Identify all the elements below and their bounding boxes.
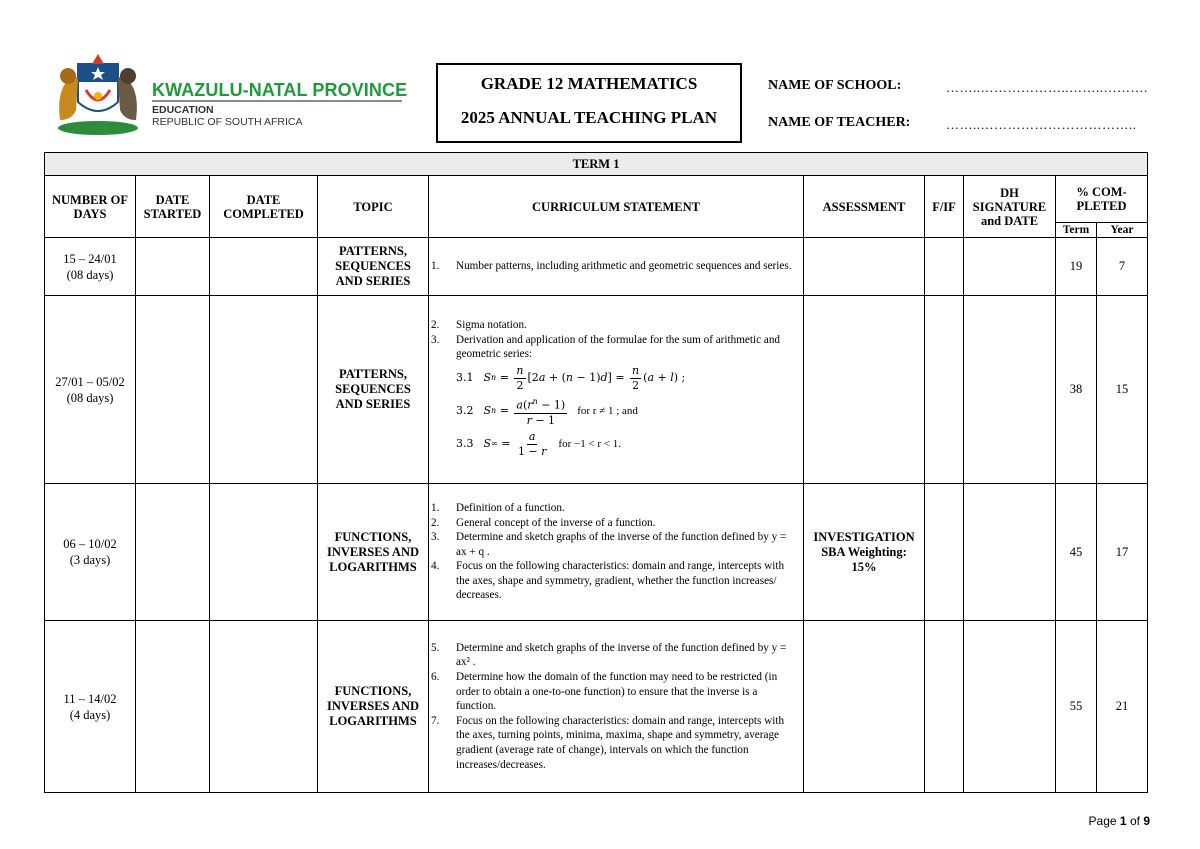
dh-signature-cell[interactable] [964, 621, 1056, 793]
formula-sum-geometric: 3.2 S n = $\frac{a(r^n - 1)}{r - 1}$ for r ≠ 1 ; and [456, 397, 638, 427]
topic-cell [318, 484, 429, 621]
header-fif: F/IF [925, 176, 964, 238]
dh-signature-cell[interactable] [964, 238, 1056, 296]
item-number: 1. [431, 260, 440, 273]
assessment-cell [804, 621, 925, 793]
header-date-completed: DATE COMPLETED [210, 176, 318, 238]
date-started-cell[interactable] [136, 296, 210, 484]
of-word: of [1129, 814, 1140, 828]
term-percent: 19 [1056, 238, 1097, 296]
topic-cell [318, 296, 429, 484]
fif-cell[interactable] [925, 238, 964, 296]
date-completed-cell[interactable] [210, 621, 318, 793]
page-word: Page [1088, 814, 1117, 828]
topic-line: AND SERIES [335, 274, 411, 288]
document-title-box [436, 63, 742, 143]
formula-sum-infinity: 3.3 S ∞ = $\frac{a}{1 - r}$ for −1 < r < 1. [456, 429, 622, 458]
date-started-cell[interactable] [136, 621, 210, 793]
topic-line: SEQUENCES [335, 259, 411, 273]
republic-label: REPUBLIC OF SOUTH AFRICA [152, 116, 303, 128]
title-line-2: 2025 ANNUAL TEACHING PLAN [460, 108, 718, 127]
table-row [45, 621, 1148, 793]
term-percent: 38 [1056, 296, 1097, 484]
topic-line: INVERSES AND [326, 544, 420, 559]
topic-line: FUNCTIONS, [334, 684, 412, 698]
formula-label: 3.2 [456, 404, 474, 418]
table-row [45, 296, 1148, 484]
topic-line: AND SERIES [335, 397, 411, 411]
date-completed-cell[interactable] [210, 484, 318, 621]
curriculum-cell [429, 621, 804, 793]
school-label: NAME OF SCHOOL: [768, 78, 902, 93]
formula-condition: for −1 < r < 1. [558, 437, 622, 450]
header-topic: TOPIC [318, 176, 429, 238]
day-count: (4 days) [69, 707, 111, 722]
year-percent: 15 [1097, 296, 1148, 484]
topic-cell [318, 238, 429, 296]
logo-divider-line [152, 101, 402, 102]
date-started-cell[interactable] [136, 484, 210, 621]
curriculum-item [431, 641, 797, 670]
topic-line: PATTERNS, [339, 367, 407, 381]
date-range: 06 – 10/02 [63, 537, 117, 551]
item-text: Determine and sketch graphs of the inverse of the function defined by y = ax + q . [456, 531, 787, 558]
header-assessment: ASSESSMENT [804, 176, 925, 238]
days-cell [45, 296, 136, 484]
education-label: EDUCATION [152, 104, 214, 116]
term-title: TERM 1 [45, 153, 1148, 176]
assessment-cell [804, 296, 925, 484]
date-range: 27/01 – 05/02 [55, 374, 125, 389]
header-dh-signature: DH SIGNATURE and DATE [964, 176, 1056, 238]
item-number: 6. [431, 671, 440, 684]
item-text: Number patterns, including arithmetic and geometric sequences and series. [456, 260, 792, 273]
table-row [45, 238, 1148, 296]
item-text: Derivation and application of the formulae for the sum of arithmetic and geometric series: [456, 333, 781, 361]
item-number: 5. [431, 641, 440, 654]
header-days: NUMBER OF DAYS [45, 176, 136, 238]
term-percent: 55 [1056, 621, 1097, 793]
topic-line: INVERSES AND [326, 699, 420, 713]
item-number: 4. [431, 560, 440, 573]
header-curriculum: CURRICULUM STATEMENT [429, 176, 804, 238]
teacher-input[interactable]: ……..…………………………….. [946, 117, 1137, 132]
days-cell [45, 238, 136, 296]
date-completed-cell[interactable] [210, 238, 318, 296]
day-count: (08 days) [66, 267, 114, 282]
day-count: (3 days) [69, 553, 111, 567]
days-cell [45, 484, 136, 621]
column-header-row [45, 176, 1148, 223]
province-name: KWAZULU-NATAL PROVINCE [152, 80, 408, 100]
item-text: Sigma notation. [456, 319, 527, 332]
curriculum-cell [429, 238, 804, 296]
title-line-1: GRADE 12 MATHEMATICS [480, 74, 698, 93]
curriculum-cell [429, 484, 804, 621]
curriculum-item [431, 501, 797, 516]
curriculum-item [431, 559, 797, 603]
topic-cell [318, 621, 429, 793]
term-percent: 45 [1056, 484, 1097, 621]
item-text: Focus on the following characteristics: domain and range, intercepts with the axes, turning points, minima, maxima, shape and symmetry, average gradient (average rate of change), intervals on which the function increases/decreases. [456, 714, 785, 771]
item-text: Determine how the domain of the function may need to be restricted (in order to obtain a one-to-one function) to ensure that the inverse is a function. [456, 671, 778, 713]
assessment-type: INVESTIGATION [813, 529, 915, 544]
curriculum-item [431, 259, 797, 274]
day-count: (08 days) [66, 390, 114, 405]
item-number: 2. [431, 516, 440, 529]
item-number: 3. [431, 333, 440, 346]
coat-of-arms-icon [48, 50, 148, 138]
teaching-plan-table [44, 152, 1148, 793]
date-range: 11 – 14/02 [63, 691, 117, 706]
days-cell [45, 621, 136, 793]
year-percent: 17 [1097, 484, 1148, 621]
assessment-weighting-value: 15% [851, 559, 877, 574]
school-input[interactable]: ……..………………..……..………. [946, 80, 1148, 95]
year-percent: 21 [1097, 621, 1148, 793]
item-number: 1. [431, 501, 440, 514]
formula-label: 3.1 [456, 371, 474, 385]
item-number: 2. [431, 319, 440, 332]
topic-line: FUNCTIONS, [334, 529, 412, 544]
item-text: Determine and sketch graphs of the inverse of the function defined by y = ax² . [456, 641, 787, 669]
header-term: Term [1056, 223, 1097, 238]
item-number: 3. [431, 531, 440, 544]
item-text: General concept of the inverse of a function. [456, 516, 656, 529]
curriculum-cell [429, 296, 804, 484]
fif-cell[interactable] [925, 484, 964, 621]
header-completed: % COM-PLETED [1056, 176, 1148, 223]
curriculum-item [431, 714, 797, 772]
total-pages: 9 [1143, 814, 1150, 828]
item-text: Definition of a function. [456, 501, 565, 514]
dh-signature-cell[interactable] [964, 484, 1056, 621]
item-text: Focus on the following characteristics: domain and range, intercepts with the axes, shape and symmetry, gradient, whether the function increases/ decreases. [456, 560, 785, 602]
topic-line: LOGARITHMS [329, 559, 417, 574]
topic-line: SEQUENCES [335, 382, 411, 396]
assessment-cell [804, 484, 925, 621]
curriculum-item [431, 530, 797, 559]
formula-condition: for r ≠ 1 ; and [577, 405, 638, 418]
term-header-row [45, 153, 1148, 176]
formula-sum-arithmetic: 3.1 S n = $\frac{n}{2}$ [2 a + ( n − 1) d ] = $\frac{n}{2}$ ( a + l ) ; [456, 364, 686, 393]
table-row [45, 484, 1148, 621]
curriculum-item [431, 516, 797, 531]
topic-line: PATTERNS, [339, 244, 407, 258]
assessment-weighting-label: SBA Weighting: [821, 544, 907, 559]
teacher-label: NAME OF TEACHER: [768, 115, 911, 130]
assessment-cell [804, 238, 925, 296]
header-date-started: DATE STARTED [136, 176, 210, 238]
formula-label: 3.3 [456, 436, 474, 450]
topic-line: LOGARITHMS [329, 714, 417, 728]
item-number: 7. [431, 714, 440, 727]
fif-cell[interactable] [925, 621, 964, 793]
page-number [1089, 814, 1150, 828]
curriculum-item [431, 318, 797, 333]
date-completed-cell[interactable] [210, 296, 318, 484]
fif-cell[interactable] [925, 296, 964, 484]
date-range: 15 – 24/01 [63, 251, 117, 266]
curriculum-item [431, 670, 797, 714]
header-year: Year [1097, 223, 1148, 238]
curriculum-item [431, 333, 797, 362]
dh-signature-cell[interactable] [964, 296, 1056, 484]
current-page: 1 [1119, 814, 1127, 828]
year-percent: 7 [1097, 238, 1148, 296]
date-started-cell[interactable] [136, 238, 210, 296]
